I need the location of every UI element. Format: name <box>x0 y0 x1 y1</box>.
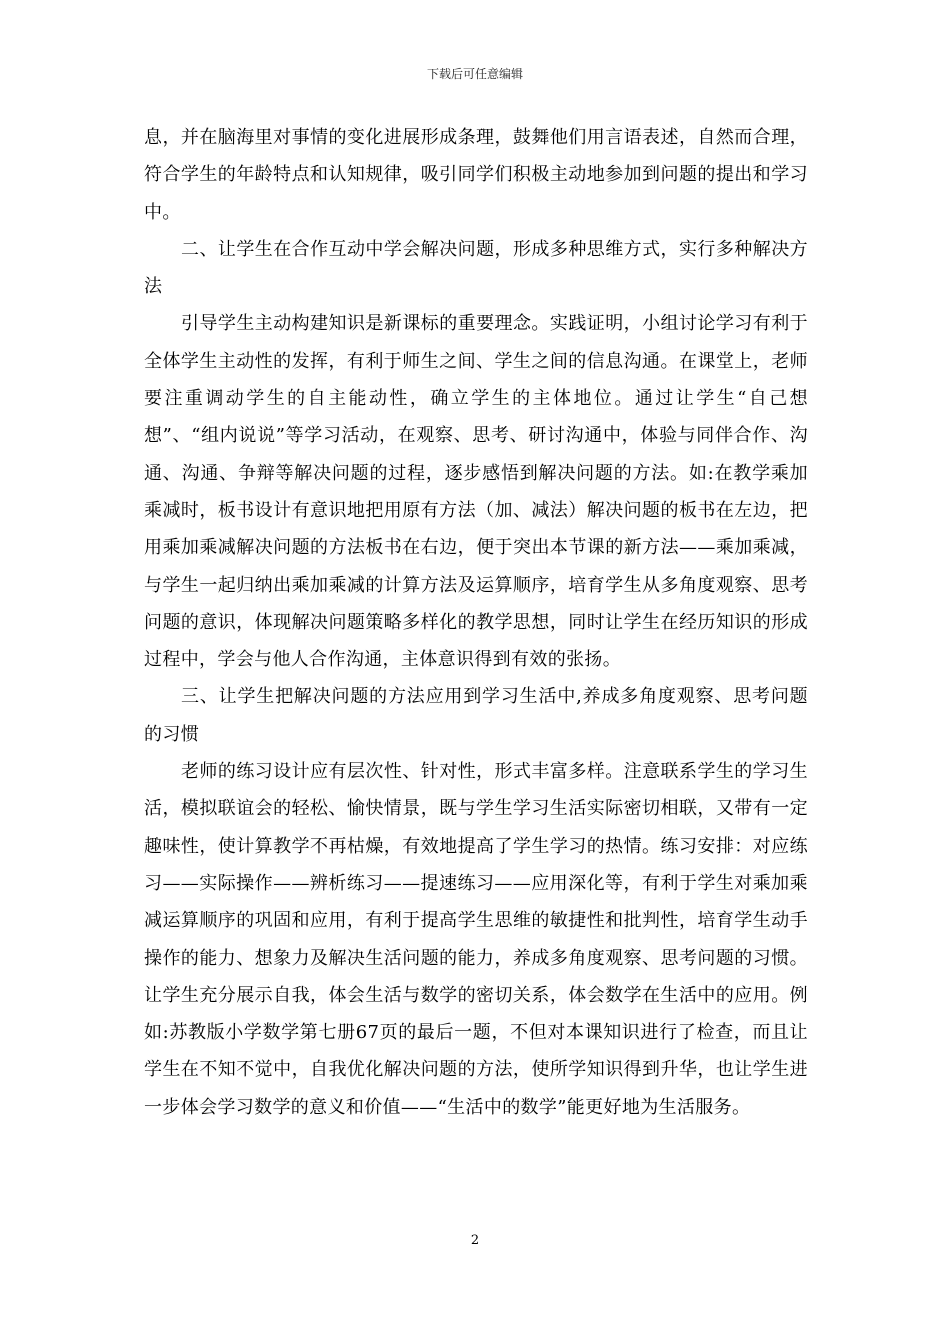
section-heading-three: 三、让学生把解决问题的方法应用到学习生活中,养成多角度观察、思考问题的习惯 <box>144 686 808 745</box>
paragraph-continuation: 息，并在脑海里对事情的变化进展形成条理，鼓舞他们用言语表述，自然而合理，符合学生的年龄特点和认知规律，吸引同学们积极主动地参加到问题的提出和学习中。 <box>144 127 808 223</box>
section-heading-two: 二、让学生在合作互动中学会解决问题，形成多种思维方式，实行多种解决方法 <box>144 238 808 298</box>
page-header-note: 下载后可任意编辑 <box>426 67 523 81</box>
paragraph-cooperation: 引导学生主动构建知识是新课标的重要理念。实践证明，小组讨论学习有利于全体学生主动性的发挥，有利于师生之间、学生之间的信息沟通。在课堂上，老师要注重调动学生的自主能动性，确立学生的主体地位。通过让学生“自己想想”、“组内说说”等学习活动，在观察、思考、研讨沟通中，体验与同伴合作、沟通、沟通、争辩等解决问题的过程，逐步感悟到解决问题的方法。如:在教学乘加乘减时，板书设计有意识地把用原有方法（加、减法）解决问题的板书在左边，把用乘加乘减解决问题的方法板书在右边，便于突出本节课的新方法——乘加乘减，与学生一起归纳出乘加乘减的计算方法及运算顺序，培育学生从多角度观察、思考问题的意识，体现解决问题策略多样化的教学思想，同时让学生在经历知识的形成过程中，学会与他人合作沟通，主体意识得到有效的张扬。 <box>144 313 808 671</box>
page-number: 2 <box>470 1233 480 1248</box>
paragraph-practice: 老师的练习设计应有层次性、针对性，形式丰富多样。注意联系学生的学习生活，模拟联谊会的轻松、愉快情景，既与学生学习生活实际密切相联，又带有一定趣味性，使计算教学不再枯燥，有效地提高了学生学习的热情。练习安排：对应练习——实际操作——辨析练习——提速练习——应用深化等，有利于学生对乘加乘减运算顺序的巩固和应用，有利于提高学生思维的敏捷性和批判性，培育学生动手操作的能力、想象力及解决生活问题的能力，养成多角度观察、思考问题的习惯。让学生充分展示自我，体会生活与数学的密切关系，体会数学在生活中的应用。例如:苏教版小学数学第七册67页的最后一题，不但对本课知识进行了检查，而且让学生在不知不觉中，自我优化解决问题的方法，使所学知识得到升华，也让学生进一步体会学习数学的意义和价值——“生活中的数学”能更好地为生活服务。 <box>144 761 808 1118</box>
document-body <box>144 119 808 1126</box>
